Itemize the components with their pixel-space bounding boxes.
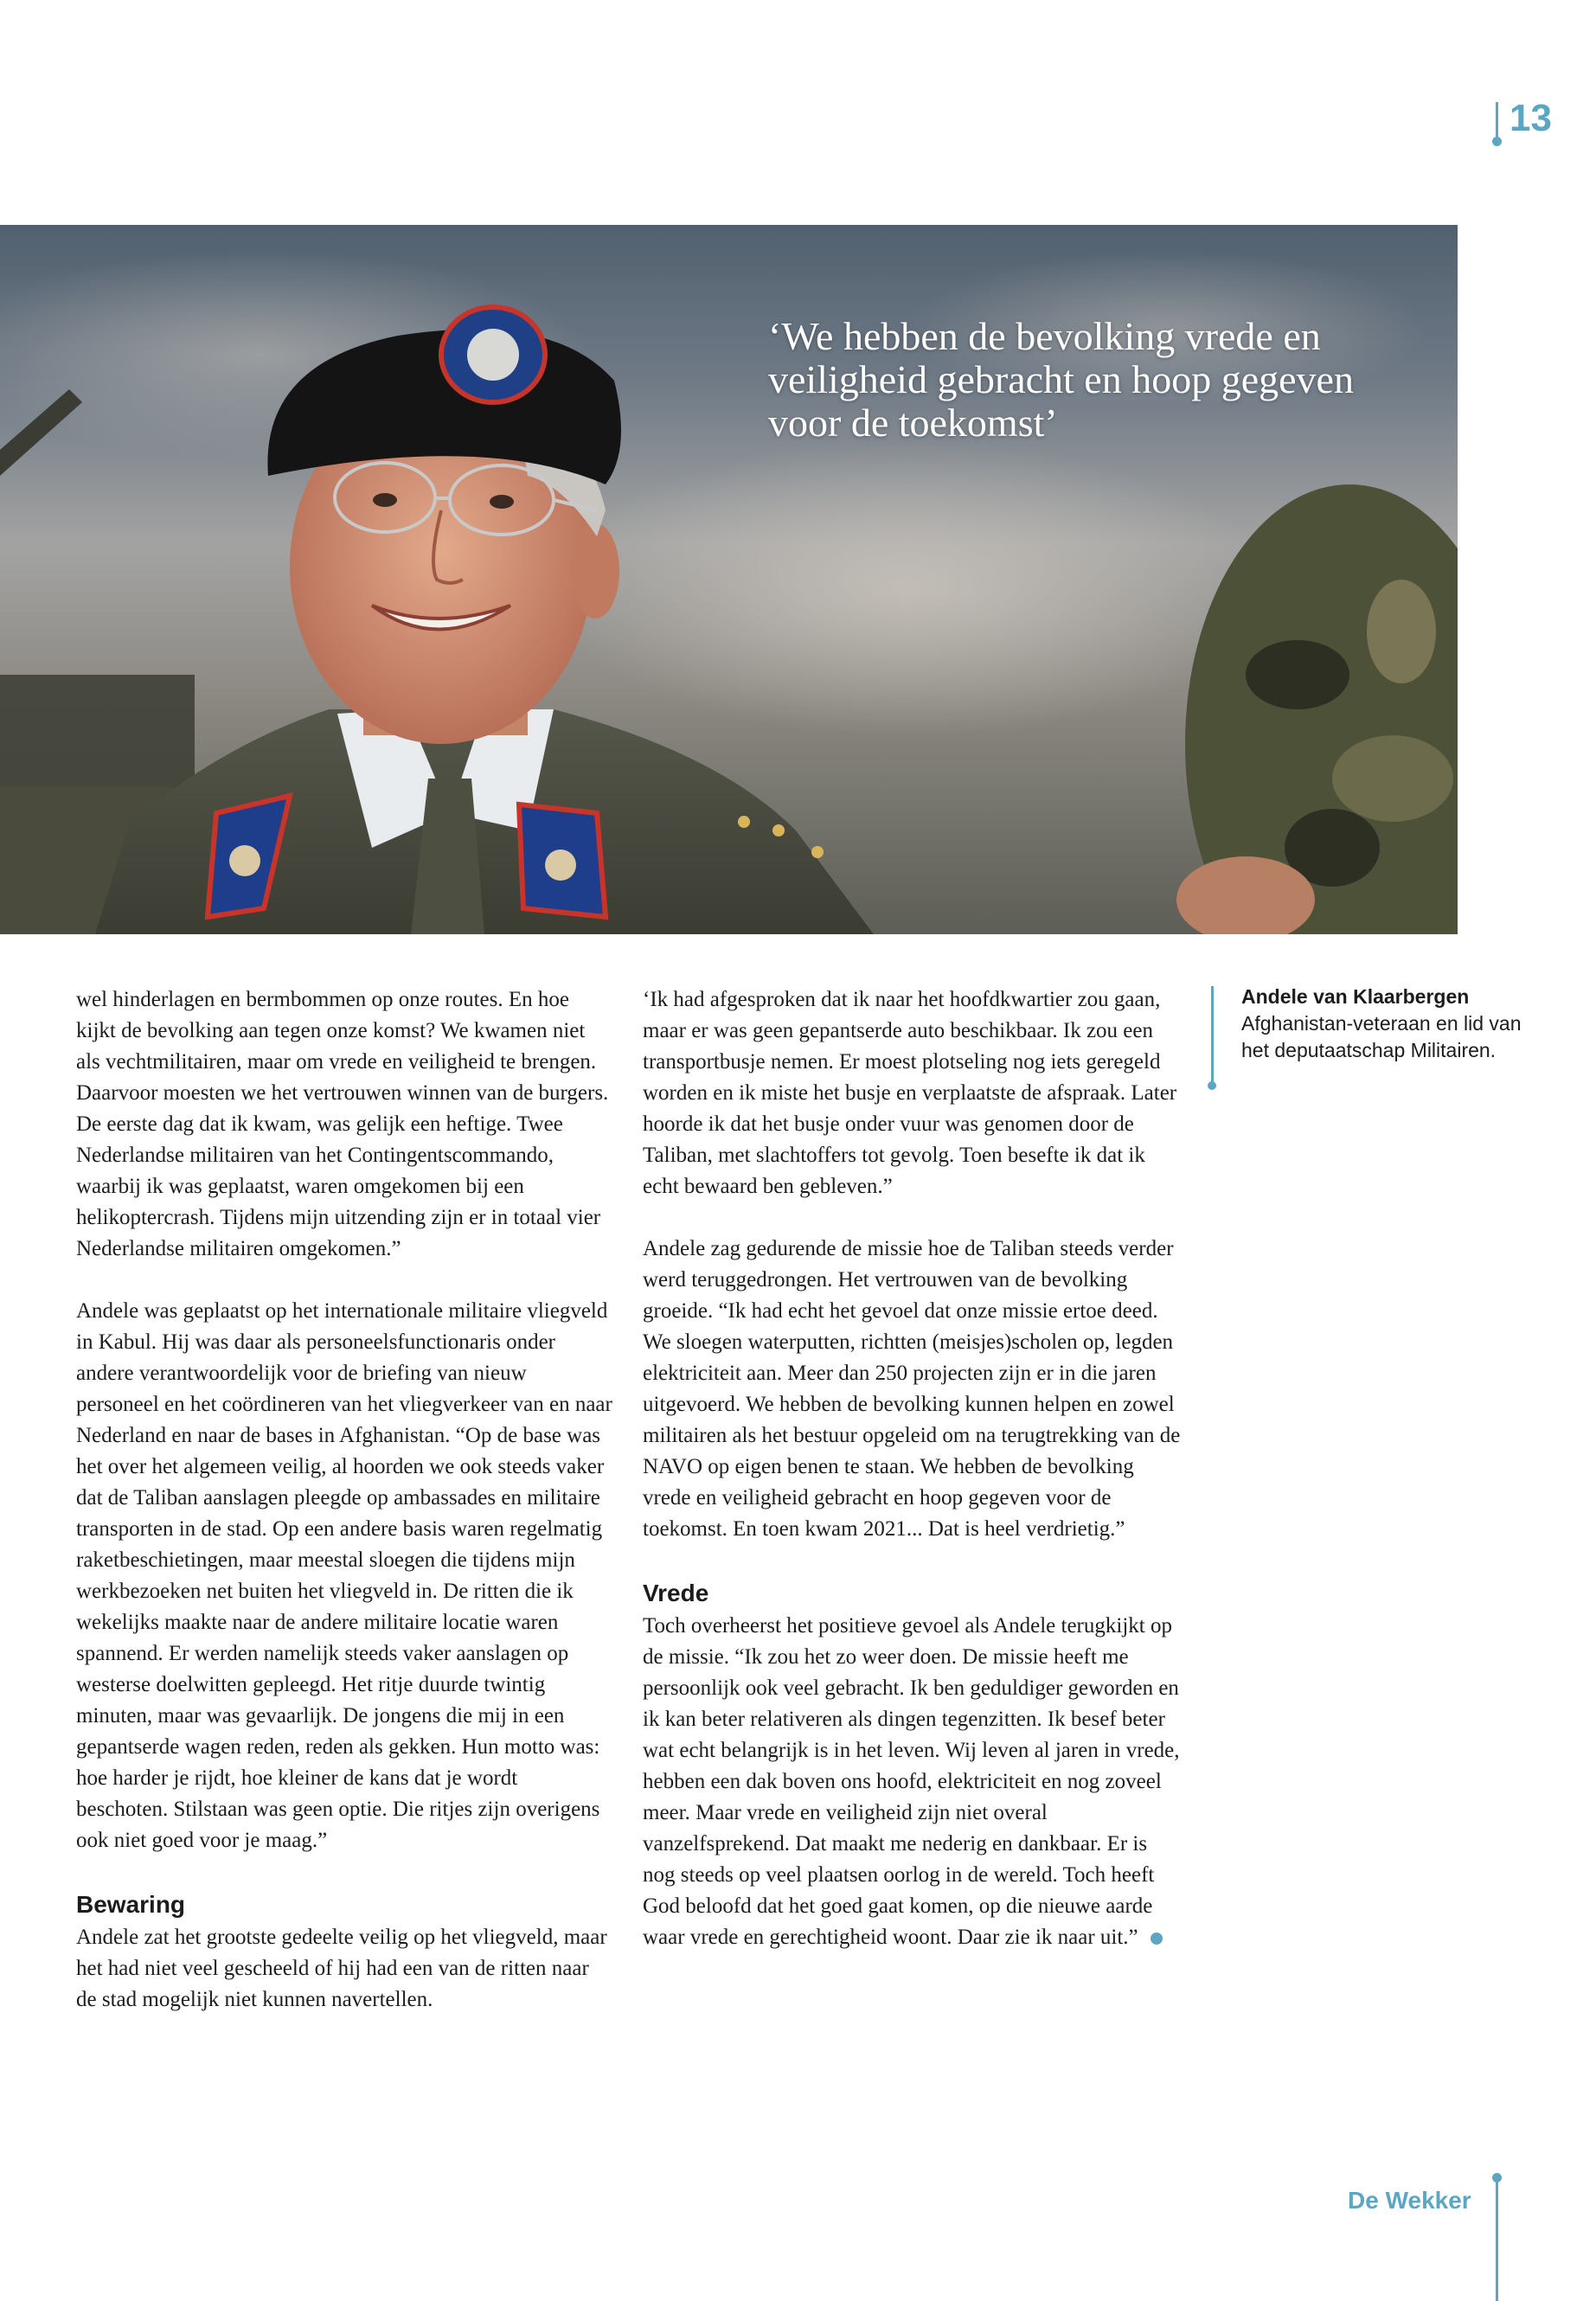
article-column-2 (643, 984, 1183, 1953)
article-column-1 (76, 984, 612, 2016)
footer-rule (1496, 2176, 1498, 2301)
end-of-article-dot (1151, 1932, 1163, 1945)
section-heading-bewaring: Bewaring (76, 1891, 186, 1918)
paragraph: Andele zat het grootste gedeelte veilig op het vliegveld, maar het had niet veel gescheeld of hij had een van de ritten naar de stad mogelijk niet kunnen navertellen. (76, 1926, 607, 2011)
page-number: 13 (1509, 97, 1552, 139)
magazine-name: De Wekker (1348, 2187, 1471, 2214)
photo-caption (1241, 984, 1527, 1064)
paragraph-text: Toch overheerst het positieve gevoel als Andele terugkijkt op de missie. “Ik zou het zo weer doen. De missie heeft me persoonlijk ook veel gebracht. Ik ben geduldiger geworden en ik kan beter relativeren als dingen tegenzitten. Ik besef beter wat echt belangrijk is in het leven. Wij leven al jaren in vrede, hebben een dak boven ons hoofd, elektriciteit en nog zoveel meer. Maar vrede en veiligheid zijn niet overal vanzelfsprekend. Dat maakt me nederig en dankbaar. Er is nog steeds op veel plaatsen oorlog in de wereld. Toch heeft God beloofd dat het goed gaat komen, op die nieuwe aarde waar vrede en gerechtigheid woont. Daar zie ik naar uit.” (643, 1614, 1180, 1949)
page-number-dot (1492, 137, 1502, 146)
caption-rule (1211, 986, 1214, 1085)
pull-quote: ‘We hebben de bevolking vrede en veiligheid gebracht en hoop gegeven voor de toekomst’ (768, 314, 1354, 445)
paragraph: Andele was geplaatst op het internationale militaire vliegveld in Kabul. Hij was daar als personeelsfunctionaris onder andere verantwoordelijk voor de briefing van nieuw personeel en het coördineren van het vliegverkeer van en naar Nederland en naar de bases in Afghanistan. “Op de base was het over het algemeen veilig, al hoorden we ook steeds vaker dat de Taliban aanslagen pleegde op ambassades en militaire transporten in de stad. Op een andere basis waren regelmatig raketbeschietingen, maar meestal sloegen die tijdens mijn werkbezoeken net buiten het vliegveld in. De ritten die ik wekelijks maakte naar de andere militaire locatie waren spannend. Er werden namelijk steeds vaker aanslagen op westerse doelwitten gepleegd. Het ritje duurde twintig minuten, maar was gevaarlijk. De jongens die mij in een gepantserde wagen reden, reden als gekken. Hun motto was: hoe harder je rijdt, hoe kleiner de kans dat je wordt beschoten. Stilstaan was geen optie. Die ritjes zijn overigens ook niet goed voor je maag.” (76, 1299, 612, 1852)
section-heading-vrede: Vrede (643, 1580, 709, 1606)
caption-description: Afghanistan-veteraan en lid van het deputaatschap Militairen. (1241, 1012, 1522, 1061)
paragraph (643, 1611, 1183, 1953)
paragraph: ‘Ik had afgesproken dat ik naar het hoofdkwartier zou gaan, maar er was geen gepantserde auto beschikbaar. Ik zou een transportbusje nemen. Er moest plotseling nog iets geregeld worden en ik miste het busje en verplaatste de afspraak. Later hoorde ik dat het busje onder vuur was genomen door de Taliban, met slachtoffers tot gevolg. Toen besefte ik dat ik echt bewaard ben gebleven.” (643, 988, 1177, 1198)
caption-name: Andele van Klaarbergen (1241, 985, 1470, 1008)
caption-dot (1208, 1081, 1216, 1090)
footer-dot (1492, 2173, 1502, 2182)
hero-photo (0, 225, 1458, 934)
paragraph: Andele zag gedurende de missie hoe de Taliban steeds verder werd teruggedrongen. Het vertrouwen van de bevolking groeide. “Ik had echt het gevoel dat onze missie ertoe deed. We sloegen waterputten, richtten (meisjes)scholen op, legden elektriciteit aan. Meer dan 250 projecten zijn er in die jaren uitgevoerd. We hebben de bevolking kunnen helpen en zowel militairen als het bestuur opgeleid om na terugtrekking van de NAVO op eigen benen te staan. We hebben de bevolking vrede en veiligheid gebracht en hoop gegeven voor de toekomst. En toen kwam 2021... Dat is heel verdrietig.” (643, 1237, 1181, 1541)
paragraph: wel hinderlagen en bermbommen op onze routes. En hoe kijkt de bevolking aan tegen onze komst? We kwamen niet als vechtmilitairen, maar om vrede en veiligheid te brengen. Daarvoor moesten we het vertrouwen winnen van de burgers. De eerste dag dat ik kwam, was gelijk een heftige. Twee Nederlandse militairen van het Contingentscommando, waarbij ik was geplaatst, waren omgekomen bij een helikoptercrash. Tijdens mijn uitzending zijn er in totaal vier Nederlandse militairen omgekomen.” (76, 988, 609, 1260)
